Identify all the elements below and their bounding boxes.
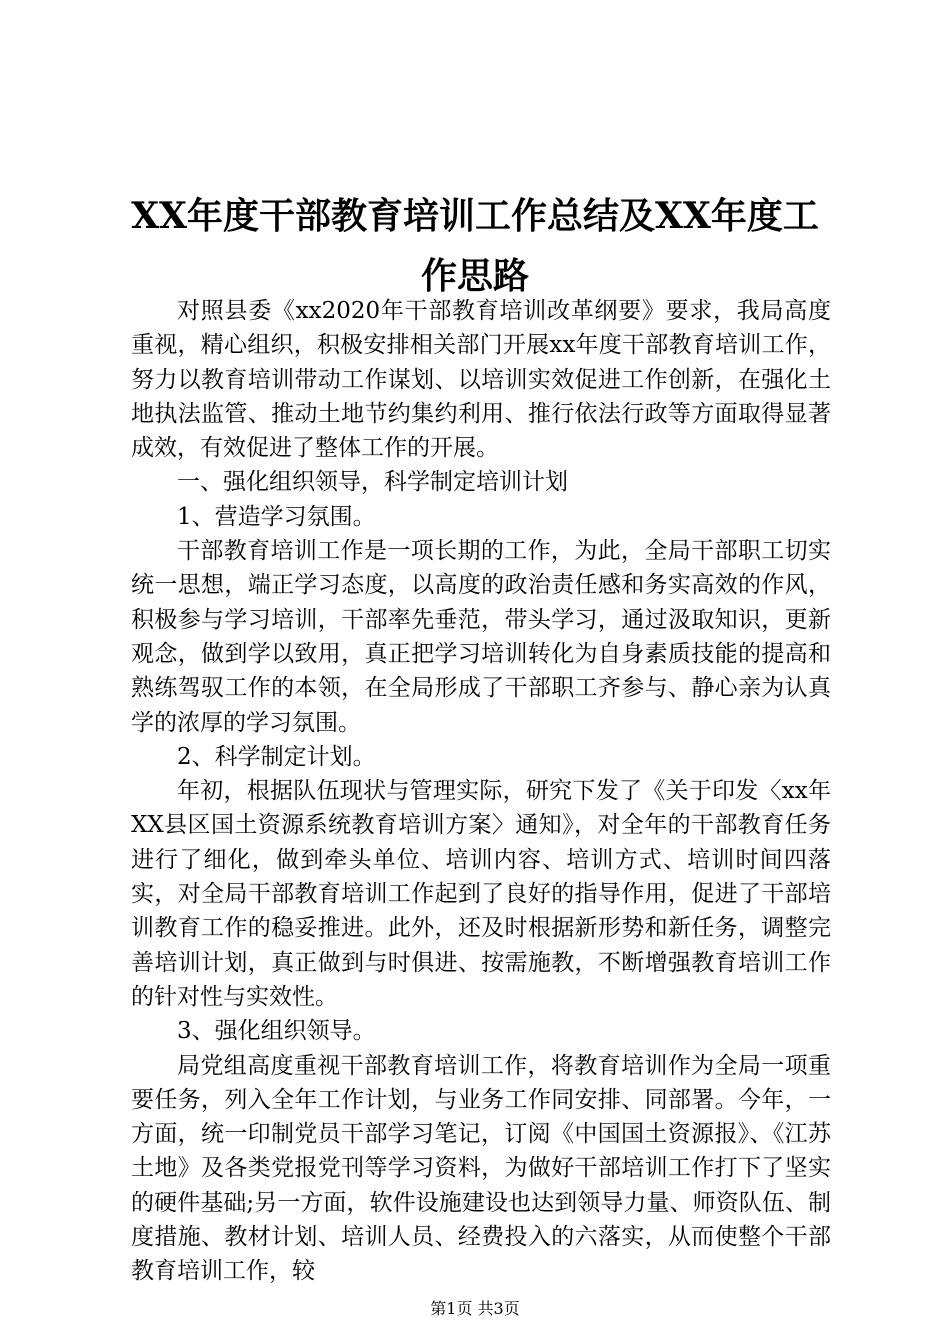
section-heading-1: 一、强化组织领导，科学制定培训计划 (177, 469, 568, 496)
body-paragraph-1: 干部教育培训工作是一项长期的工作，为此，全局干部职工切实统一思想，端正学习态度，以高度的政治责任感和务实高效的作风，积极参与学习培训，干部率先垂范，带头学习，通过汲取知识，更新观念，做到学以致用，真正把学习培训转化为自身素质技能的提高和熟练驾驭工作的本领，在全局形成了干部职工齐参与、静心亲为认真学的浓厚的学习氛围。 (131, 538, 831, 736)
subheading-1: 1、营造学习氛围。 (177, 503, 376, 530)
page-footer: 第1页 共3页 (430, 1299, 520, 1318)
body-paragraph-2: 年初，根据队伍现状与管理实际，研究下发了《关于印发〈xx年XX县区国土资源系统教育培训方案〉通知》，对全年的干部教育任务进行了细化，做到牵头单位、培训内容、培训方式、培训时间四落实，对全局干部教育培训工作起到了良好的指导作用，促进了干部培训教育工作的稳妥推进。此外，还及时根据新形势和新任务，调整完善培训计划，真正做到与时俱进、按需施教，不断增强教育培训工作的针对性与实效性。 (131, 778, 831, 1010)
subheading-2: 2、科学制定计划。 (177, 743, 376, 770)
document-title: XX年度干部教育培训工作总结及XX年度工作思路 (131, 195, 819, 297)
body-paragraph-3: 局党组高度重视干部教育培训工作，将教育培训作为全局一项重要任务，列入全年工作计划，与业务工作同安排、同部署。今年，一方面，统一印制党员干部学习笔记，订阅《中国国土资源报》、《江苏土地》及各类党报党刊等学习资料，为做好干部培训工作打下了坚实的硬件基础;另一方面，软件设施建设也达到领导力量、师资队伍、制度措施、教材计划、培训人员、经费投入的六落实，从而使整个干部教育培训工作，较 (131, 1052, 831, 1285)
intro-paragraph: 对照县委《xx2020年干部教育培训改革纲要》要求，我局高度重视，精心组织，积极安排相关部门开展xx年度干部教育培训工作，努力以教育培训带动工作谋划、以培训实效促进工作创新，在强化土地执法监管、推动土地节约集约利用、推行依法行政等方面取得显著成效，有效促进了整体工作的开展。 (131, 298, 831, 462)
subheading-3: 3、强化组织领导。 (177, 1018, 376, 1045)
document-body (131, 294, 831, 1289)
